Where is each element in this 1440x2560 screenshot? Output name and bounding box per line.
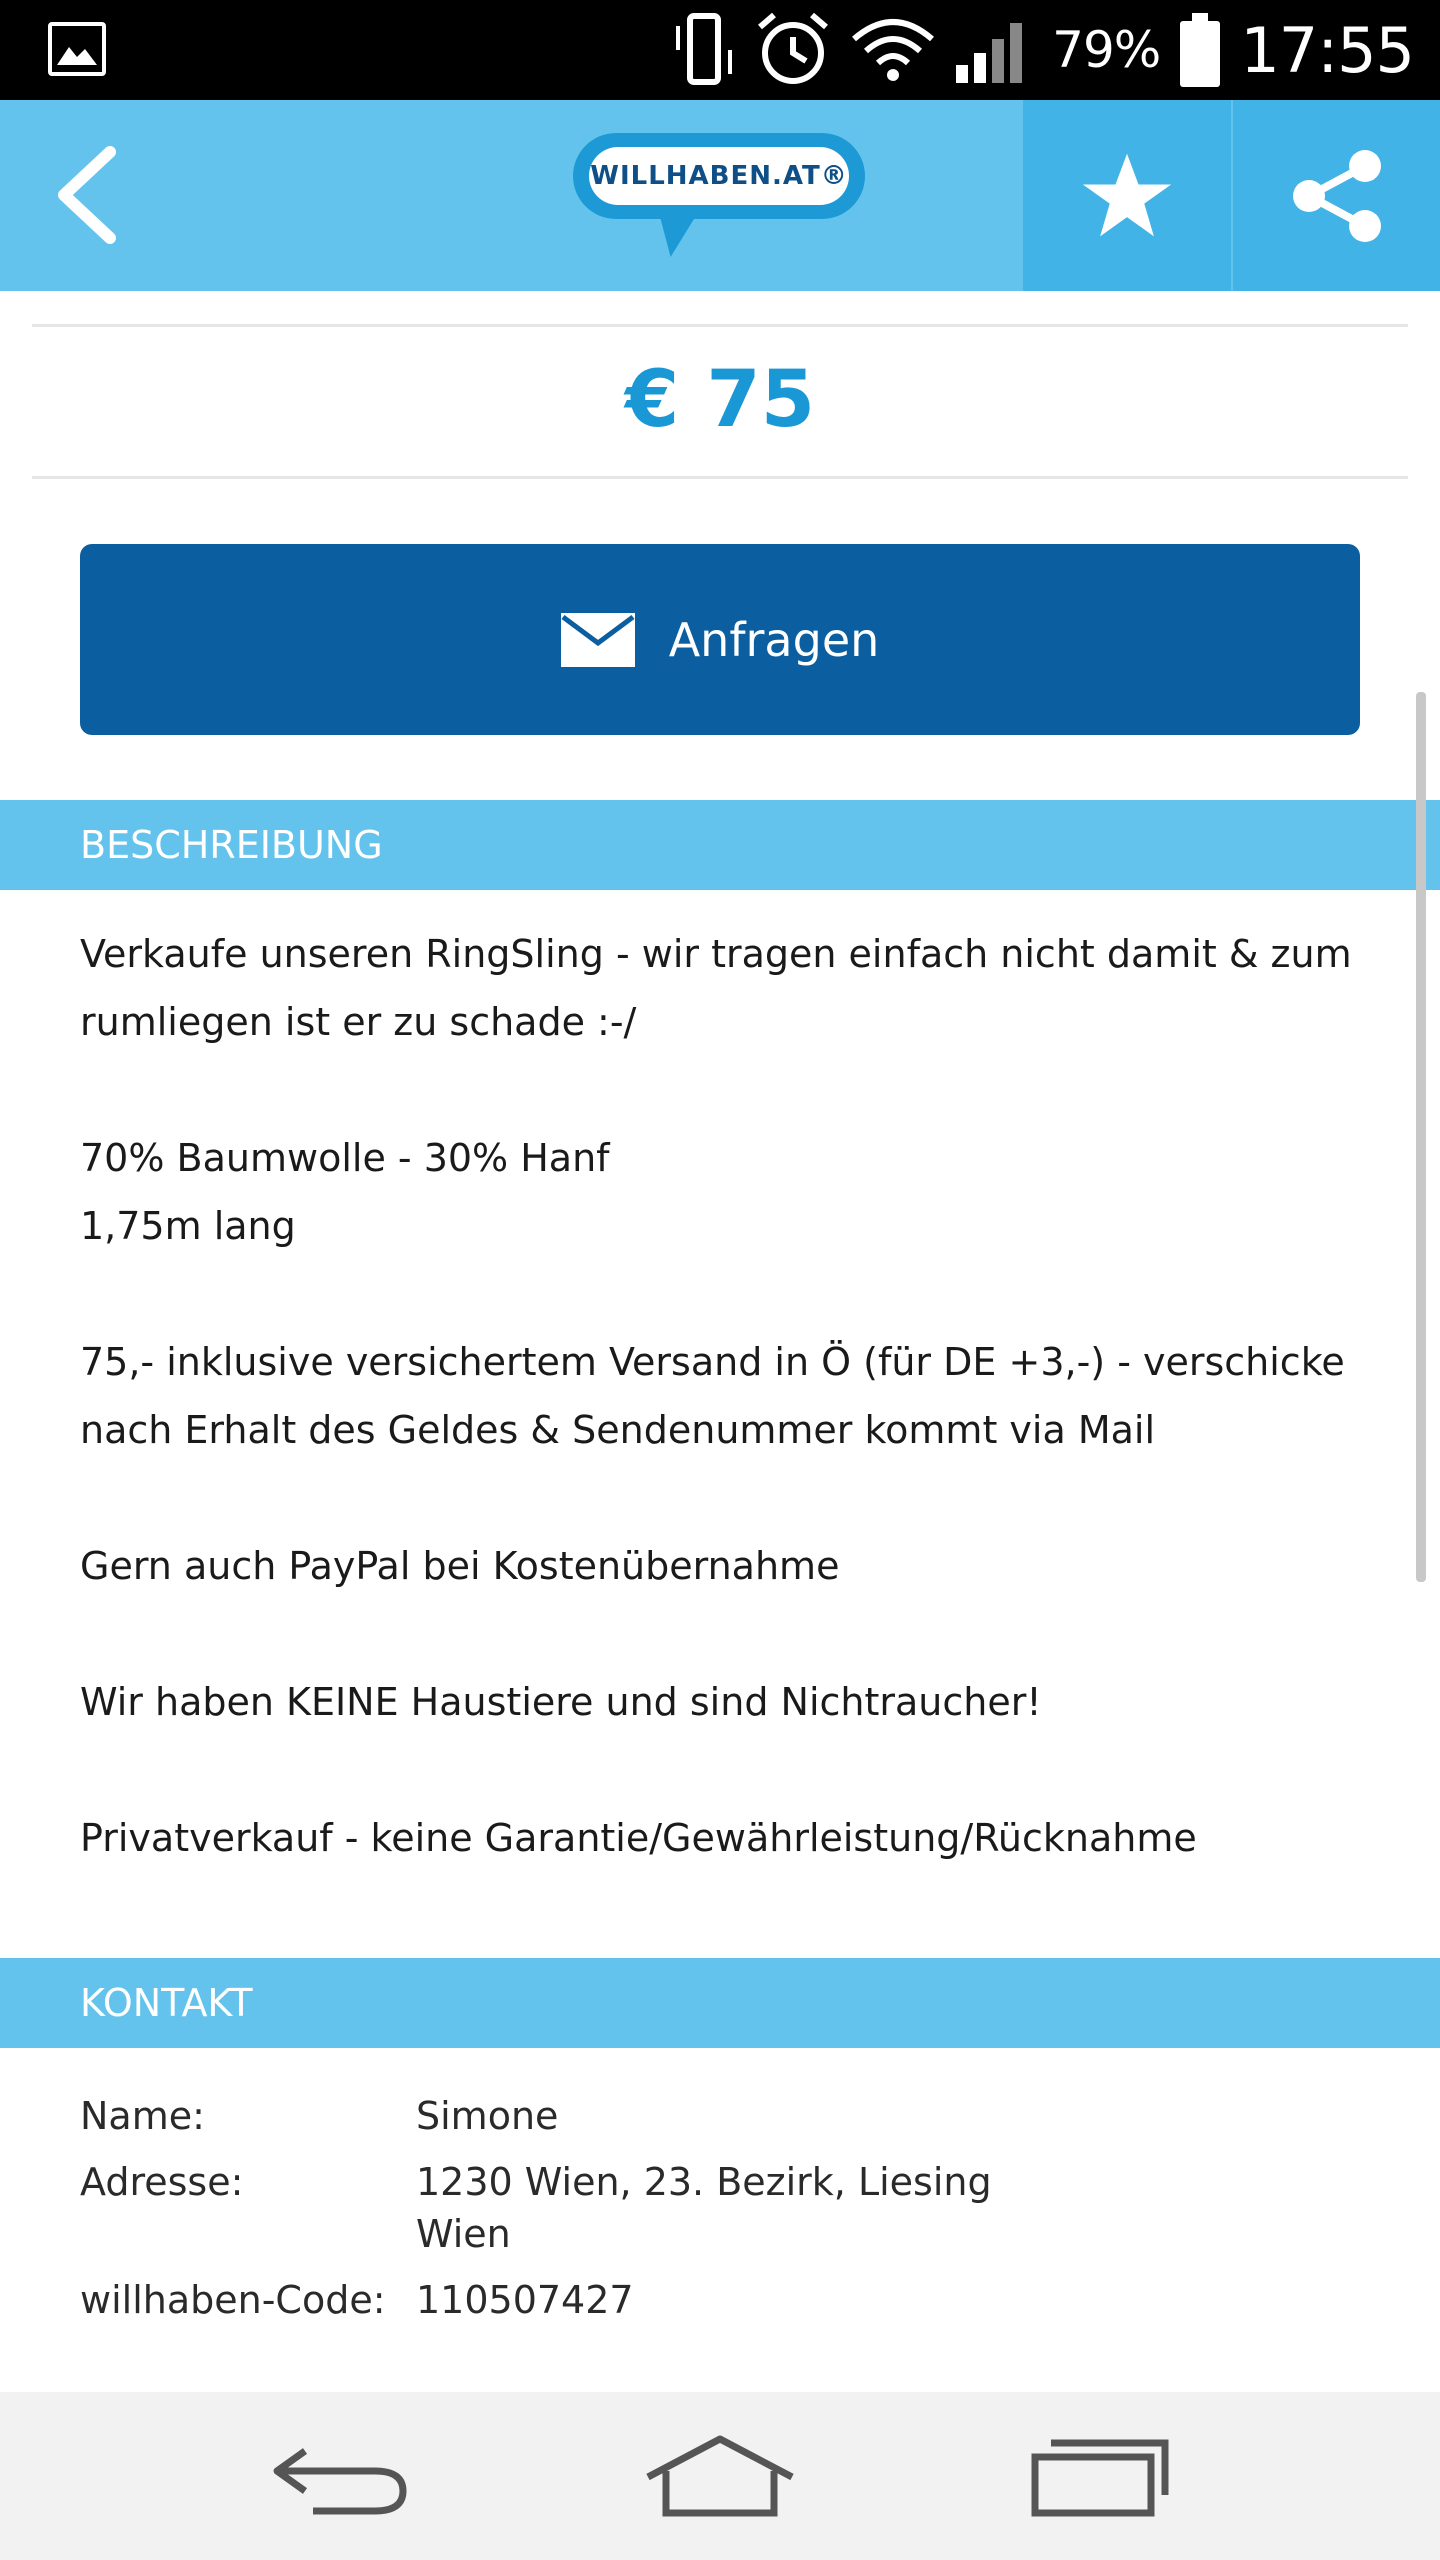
description-paragraph: Verkaufe unseren RingSling - wir tragen einfach nicht damit & zum rumliegen ist er zu schade :-/ <box>80 932 1352 1044</box>
description-paragraph: Privatverkauf - keine Garantie/Gewährleistung/Rücknahme <box>80 1816 1197 1860</box>
battery-percent: 79% <box>1052 21 1161 79</box>
nav-recents-button[interactable] <box>1000 2392 1200 2560</box>
logo-text: WILLHABEN.AT® <box>589 147 849 205</box>
status-bar <box>0 0 1440 100</box>
divider <box>32 476 1408 479</box>
anfragen-label: Anfragen <box>668 612 880 667</box>
name-label: Name: <box>80 2094 205 2138</box>
recents-icon <box>1025 2431 1175 2521</box>
listing-price: € 75 <box>625 355 815 445</box>
address-label: Adresse: <box>80 2160 244 2204</box>
name-value: Simone <box>416 2094 559 2138</box>
back-nav-icon <box>265 2431 415 2521</box>
address-value[interactable] <box>416 2156 1016 2260</box>
alarm-icon <box>754 11 832 89</box>
mail-icon <box>561 613 635 667</box>
clock: 17:55 <box>1240 13 1414 87</box>
contact-row-code <box>80 2274 1016 2326</box>
address-line2: Wien <box>416 2212 511 2256</box>
description-line: 70% Baumwolle - 30% Hanf <box>80 1136 610 1180</box>
description-paragraph: 75,- inklusive versichertem Versand in Ö (für DE +3,-) - verschicke nach Erhalt des Geldes & Sendenummer kommt via Mail <box>80 1340 1345 1452</box>
contact-row-address <box>80 2156 1016 2260</box>
battery-icon <box>1178 11 1222 89</box>
code-label: willhaben-Code: <box>80 2278 386 2322</box>
code-value: 110507427 <box>416 2278 634 2322</box>
chevron-left-icon <box>40 140 150 250</box>
gallery-icon <box>48 22 106 76</box>
navigation-bar <box>0 2392 1440 2560</box>
description-paragraph: Gern auch PayPal bei Kostenübernahme <box>80 1544 840 1588</box>
contact-details <box>80 2090 1016 2340</box>
home-icon <box>640 2431 800 2521</box>
nav-home-button[interactable] <box>620 2392 820 2560</box>
share-button[interactable] <box>1233 100 1440 291</box>
divider <box>32 324 1408 327</box>
willhaben-logo[interactable] <box>573 133 865 258</box>
favorite-button[interactable] <box>1023 100 1231 291</box>
wifi-icon <box>850 15 936 85</box>
scrollbar[interactable] <box>1416 692 1426 1582</box>
description-heading: BESCHREIBUNG <box>0 800 1440 890</box>
share-icon <box>1287 146 1387 246</box>
star-icon <box>1079 148 1175 244</box>
description-paragraph: Wir haben KEINE Haustiere und sind Nichtraucher! <box>80 1680 1042 1724</box>
app-bar <box>0 100 1440 291</box>
description-line: 1,75m lang <box>80 1204 296 1248</box>
address-line1: 1230 Wien, 23. Bezirk, Liesing <box>416 2160 992 2204</box>
back-button[interactable] <box>40 140 150 250</box>
nav-back-button[interactable] <box>240 2392 440 2560</box>
vibrate-icon <box>672 10 736 90</box>
signal-icon <box>954 15 1034 85</box>
contact-heading: KONTAKT <box>0 1958 1440 2048</box>
description-body <box>80 920 1380 1940</box>
anfragen-button[interactable] <box>80 544 1360 735</box>
contact-row-name <box>80 2090 1016 2142</box>
